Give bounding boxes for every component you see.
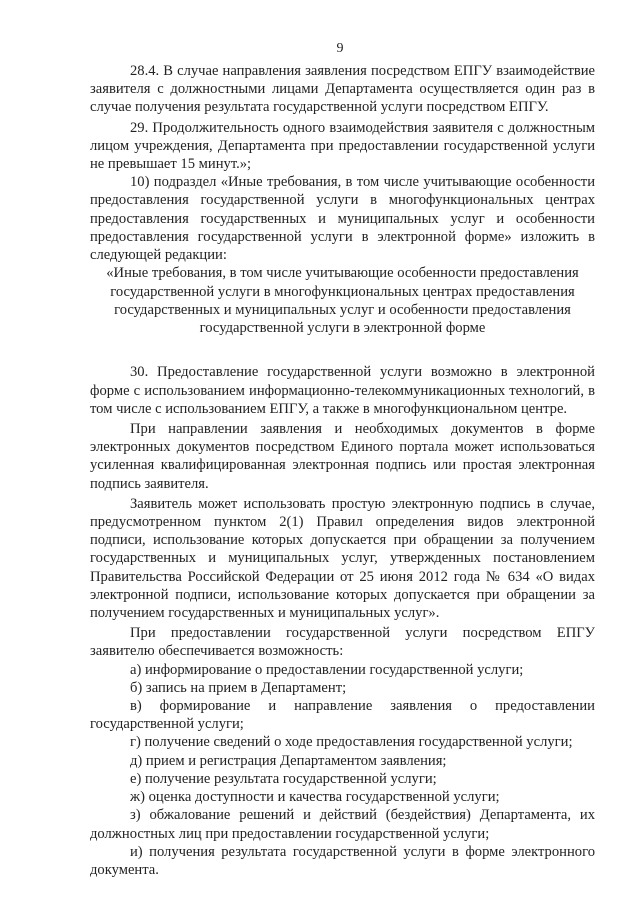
list-item: г) получение сведений о ходе предоставления государственной услуги; bbox=[130, 734, 573, 751]
paragraph-28-4: 28.4. В случае направления заявления посредством ЕПГУ взаимодействие заявителя с должностными лицами Департамента осуществляется один раз в случае получения результата государственной услуги посредством ЕПГУ. bbox=[90, 63, 595, 116]
paragraph-amendment-10: 10) подраздел «Иные требования, в том числе учитывающие особенности предоставления государственной услуги в многофункциональных центрах предоставления государственных и муниципальных услуг и особенности предоставления государственной услуги в электронной форме» изложить в следующей редакции: bbox=[90, 174, 595, 264]
list-item: ж) оценка доступности и качества государственной услуги; bbox=[130, 789, 500, 806]
list-item: в) формирование и направление заявления о предоставлении государственной услуги; bbox=[90, 698, 595, 733]
paragraph-epgu-capabilities: При предоставлении государственной услуги посредством ЕПГУ заявителю обеспечивается возможность: bbox=[90, 625, 595, 660]
paragraph-simple-signature: Заявитель может использовать простую электронную подпись в случае, предусмотренном пунктом 2(1) Правил определения видов электронной подписи, использование которых допускается при обращении за получением государственных и муниципальных услуг, утвержденных постановлением Правительства Российской Федерации от 25 июня 2012 года № 634 «О видах электронной подписи, использование которых допускается при обращении за получением государственных и муниципальных услуг». bbox=[90, 495, 595, 622]
document-body bbox=[90, 62, 595, 879]
list-item: б) запись на прием в Департамент; bbox=[130, 679, 347, 696]
paragraph-30: 30. Предоставление государственной услуги возможно в электронной форме с использованием информационно-телекоммуникационных технологий, в том числе с использованием ЕПГУ, а также в многофункциональном центре. bbox=[90, 364, 595, 417]
list-item: д) прием и регистрация Департаментом заявления; bbox=[130, 752, 447, 769]
list-item: е) получение результата государственной услуги; bbox=[130, 770, 437, 787]
section-heading: «Иные требования, в том числе учитывающие особенности предоставления государственной услуги в многофункциональных центрах предоставления государственных и муниципальных услуг и особенности предоставления государственной услуги в электронной форме bbox=[106, 265, 579, 337]
list-item: а) информирование о предоставлении государственной услуги; bbox=[130, 661, 524, 678]
paragraph-29: 29. Продолжительность одного взаимодействия заявителя с должностным лицом учреждения, Департамента при предоставлении государственной услуги не превышает 15 минут.»; bbox=[90, 119, 595, 173]
page-number: 9 bbox=[336, 41, 344, 56]
list-item: и) получения результата государственной услуги в форме электронного документа. bbox=[90, 843, 595, 878]
paragraph-signature-types: При направлении заявления и необходимых документов в форме электронных документов посредством Единого портала может использоваться усиленная квалифицированная электронная подпись или простая электронная подпись заявителя. bbox=[90, 421, 595, 492]
section-spacer bbox=[90, 337, 595, 363]
list-item: з) обжалование решений и действий (бездействия) Департамента, их должностных лиц при предоставлении государственной услуги; bbox=[90, 807, 595, 842]
